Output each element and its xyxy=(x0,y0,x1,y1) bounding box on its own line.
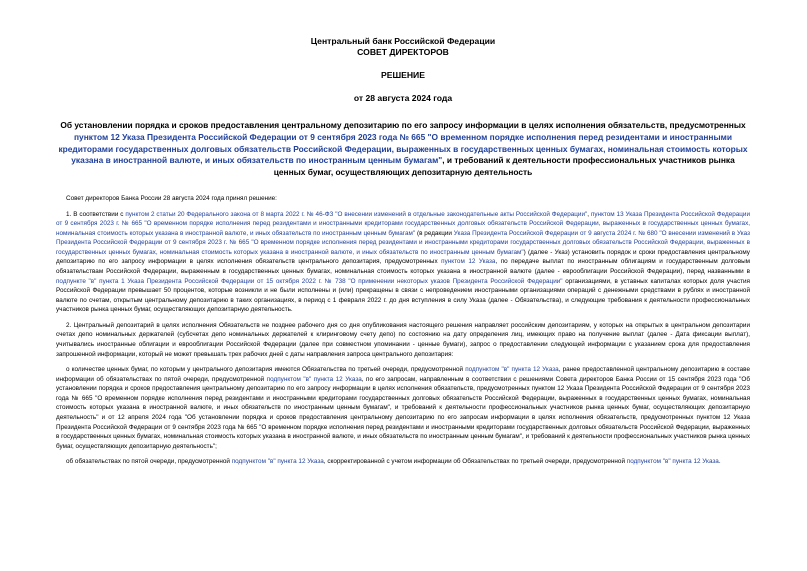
p1-text-f: организациями, в уставных капиталах которых доля участия Российской Федерации превышает 50 процентов, которые возникли и не были исполнены и (или) прекращены в связи с непроведением иностранными организациями операций с денежными средствами в рублях и иностранной валюте по счетам, открытым центральному депозитарию в таких организациях, в период с 1 февраля 2022 г. до дня вступления в силу Указа (далее - Обязательства), и следующие требования к деятельности профессиональных участников рынка ценных бумаг, осуществляющих депозитарную деятельность. xyxy=(56,277,750,314)
title-text-1: Об установлении порядка и сроков предоставления центральному депозитарию по его запросу информации в целях исполнения обязательств, предусмотренных xyxy=(60,120,746,130)
link-subpoint-v-p12-c[interactable]: подпунктом "в" пункта 12 Указа xyxy=(231,458,324,466)
p3-text-c: , по его запросам, направленным в соответствии с решениями Совета директоров Банка России от 15 сентября 2023 года "Об установлении порядка и сроков предоставления центральному депозитарию по его запросу информации в целях исполнения обязательств, предусмотренных пунктом 12 Указа Президента Российской Федерации от 9 сентября 2023 года № 665 "О временном порядке исполнения перед резидентами и иностранными кредиторами государственных долговых обязательств Российской Федерации, выраженных в государственных ценных бумагах, номинальная стоимость которых указана в иностранной валюте, и иных обязательств по иностранным ценным бумагам", и требований к деятельности профессиональных участников рынка ценных бумаг, осуществляющих депозитарную деятельность" и от 12 апреля 2024 года "Об установлении порядка и сроков предоставления центральному депозитарию по его запросам информации в целях исполнения обязательств, предусмотренных пунктом 12 Указа Президента Российской Федерации от 9 сентября 2023 года № 665 "О временном порядке исполнения перед резидентами и иностранными кредиторами государственных долговых обязательств Российской Федерации, выраженных в государственных ценных бумагах, номинальная стоимость которых указана в иностранной валюте, и иных обязательств по иностранным ценным бумагам", и требований к деятельности профессиональных участников рынка ценных бумаг, осуществляющих депозитарную деятельность"; xyxy=(56,375,751,450)
p3-text-a: о количестве ценных бумаг, по которым у центрального депозитария имеются Обязательства по третьей очереди, предусмотренной xyxy=(66,366,466,374)
p1-text-d: ) (далее - Указ) установить порядок и сроки предоставления центральному депозитарию по его запросу информации в целях исполнения обязательств центрального депозитария, предусмотренных xyxy=(56,248,750,266)
doc-date: от 28 августа 2024 года xyxy=(353,92,453,103)
p1-text-a: 1. В соответствии с xyxy=(66,210,126,218)
link-subpoint-v-p12-d[interactable]: подпунктом "в" пункта 12 Указа xyxy=(626,458,719,466)
doc-type: РЕШЕНИЕ xyxy=(381,70,425,80)
link-decree-680[interactable]: Указа Президента Российской Федерации от 9 августа 2024 г. № 680 "О внесении изменений в Указ Президента Российской Федерации от 9 сентября 2023 г. № 665 "О временном порядке исполнения перед резидентами и иностранными кредиторами государственных долговых обязательств Российской Федерации, выраженных в государственных ценных бумагах, номинальная стоимость которых указана в иностранной валюте, и иных обязательств по иностранным ценным бумагам" xyxy=(56,229,750,256)
link-decree-738[interactable]: подпункте "в" пункта 1 Указа Президента Российской Федерации от 15 октября 2022 г. № 738 "О применении некоторых указов Президента Российской Федерации" xyxy=(56,277,563,285)
link-decree-p12[interactable]: пунктом 12 Указа xyxy=(441,258,496,266)
title-link-decree-665[interactable]: пунктом 12 Указа Президента Российской Федерации от 9 сентября 2023 года № 665 "О временном порядке исполнения перед резидентами и иностранными кредиторами государственных долговых обязательств Российской Федерации, выраженных в государственных ценных бумагах, номинальная стоимость которых указана в иностранной валюте, и иных обязательств по иностранным ценным бумагам" xyxy=(58,131,748,166)
paragraph-3 xyxy=(56,365,750,451)
link-decree-665-p13[interactable]: пунктом 13 Указа Президента Российской Федерации от 9 сентября 2023 г. № 665 "О временном порядке исполнения перед резидентами и иностранными кредиторами государственных долговых обязательств Российской Федерации, выраженных в государственных ценных бумагах, номинальная стоимость которых указана в иностранной валюте, и иных обязательств по иностранным ценным бумагам" xyxy=(56,210,751,237)
document-body xyxy=(56,194,750,467)
link-subpoint-v-p12-b[interactable]: подпунктом "в" пункта 12 Указа xyxy=(266,375,362,383)
document-header xyxy=(56,36,750,103)
p1-text-b: , xyxy=(587,210,591,218)
org-name: Центральный банк Российской Федерации xyxy=(310,36,496,46)
paragraph-4 xyxy=(56,457,750,467)
paragraph-2: 2. Центральный депозитарий в целях исполнения Обязательств не позднее рабочего дня со дня опубликования настоящего решения направляет российским депозитариям, у которых на открытых в центральном депозитарии счетах депо номинальных держателей (субсчетах депо номинальных держателей к клиринговому счету депо) по состоянию на дату определения лиц, имеющих право на получение выплат (далее - Дата фиксации выплат), учитывались иностранные облигации и еврооблигации Российской Федерации (далее при совместном упоминании - ценные бумаги), запрос о предоставлении следующей информации с указанием срока для предоставления запрошенной информации, который не может превышать трех рабочих дней с даты направления запроса центрального депозитария: xyxy=(56,321,750,358)
link-subpoint-v-p12-a[interactable]: подпунктом "в" пункта 12 Указа xyxy=(465,366,559,374)
p1-text-e: , по передаче выплат по иностранным облигациям и государственным долговым обязательствам Российской Федерации, выраженным в государственных ценных бумагах, номинальная стоимость которых указана в иностранной валюте (далее - еврооблигации Российской Федерации), перед названными в xyxy=(56,258,750,275)
title-text-3: , и требований к деятельности профессиональных участников рынка ценных бумаг, осуществляющих депозитарную деятельность xyxy=(273,155,735,178)
intro-paragraph: Совет директоров Банка России 28 августа 2024 года принял решение: xyxy=(66,194,277,202)
paragraph-1 xyxy=(56,210,750,315)
board-name: СОВЕТ ДИРЕКТОРОВ xyxy=(357,46,449,57)
p3-text-b: , ранее предоставленной центральному депозитарию в составе информации об обязательствах по пятой очереди, предусмотренной xyxy=(56,366,750,383)
document-title xyxy=(56,120,750,179)
p1-text-c: (в редакции xyxy=(415,229,454,237)
link-law-46fz[interactable]: пунктом 2 статьи 20 Федерального закона от 8 марта 2022 г. № 46-ФЗ "О внесении изменений в отдельные законодательные акты Российской Федерации" xyxy=(125,210,588,218)
p4-text-a: об обязательствах по пятой очереди, предусмотренной xyxy=(66,458,232,466)
p4-text-c: . xyxy=(718,458,721,466)
p4-text-b: , скорректированной с учетом информации об Обязательствах по третьей очереди, предусмотренной xyxy=(323,458,627,466)
